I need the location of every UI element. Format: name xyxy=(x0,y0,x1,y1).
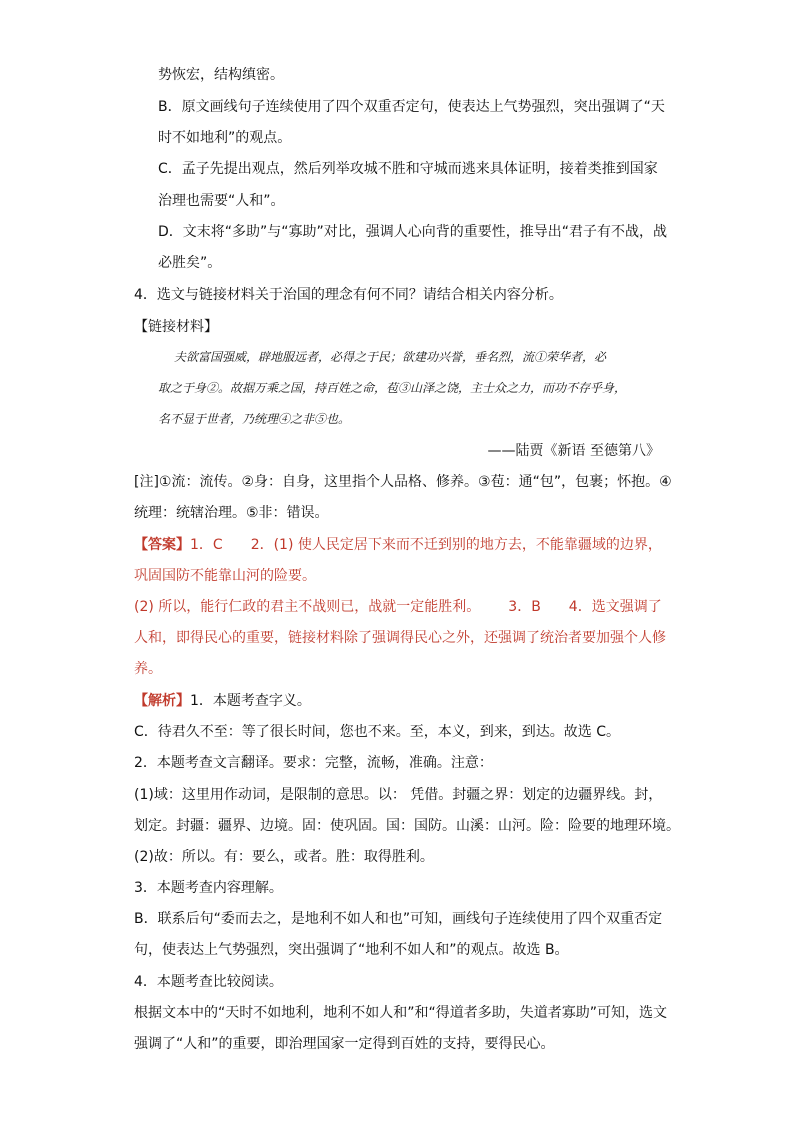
link-material-line-1: 夫欲富国强威，辟地服远者，必得之于民；欲建功兴誉，垂名烈，流①荣华者，必 xyxy=(174,350,607,364)
notes-line-1: [注]①流：流传。②身：自身，这里指个人品格、修养。③苞：通“包”，包裹；怀抱。④ xyxy=(134,474,672,490)
answer-line-5: 养。 xyxy=(134,661,162,677)
answer-3: 3．B xyxy=(508,599,541,615)
answer-label: 【答案】 xyxy=(134,537,190,553)
answer-line-4: 人和，即得民心的重要，链接材料除了强调得民心之外，还强调了统治者要加强个人修 xyxy=(134,630,666,646)
analysis-line-1 xyxy=(134,692,311,710)
analysis-line-8: B．联系后句“委而去之，是地利不如人和也”可知，画线句子连续使用了四个双重否定 xyxy=(134,911,663,927)
answer-line-1 xyxy=(134,536,662,554)
analysis-label: 【解析】 xyxy=(134,693,190,709)
option-c-line2: 治理也需要“人和”。 xyxy=(158,193,285,209)
link-material-line-3: 名不显于世者，乃统理④之非⑤也。 xyxy=(158,412,351,426)
answer-4-start: 4．选文强调了 xyxy=(568,599,662,615)
link-material-source: ——陆贾《新语 至德第八》 xyxy=(487,443,660,459)
answer-line-3 xyxy=(134,598,662,616)
analysis-line-9: 句，使表达上气势强烈，突出强调了“地利不如人和”的观点。故选 B。 xyxy=(134,942,569,958)
notes-line-2: 统理：统辖治理。⑤非：错误。 xyxy=(134,505,329,521)
analysis-line-10: 4．本题考查比较阅读。 xyxy=(134,974,283,990)
analysis-line-5: 划定。封疆：疆界、边境。固：使巩固。国：国防。山溪：山河。险：险要的地理环境。 xyxy=(134,818,680,834)
option-a-tail: 势恢宏，结构缜密。 xyxy=(158,67,284,83)
link-material-heading: 【链接材料】 xyxy=(134,319,218,335)
analysis-line-6: (2)故：所以。有：要么，或者。胜：取得胜利。 xyxy=(134,849,434,865)
analysis-line-11: 根据文本中的“天时不如地利，地利不如人和”和“得道者多助，失道者寡助”可知，选文 xyxy=(134,1005,668,1021)
question-4: 4．选文与链接材料关于治国的理念有何不同？请结合相关内容分析。 xyxy=(134,287,563,303)
link-material-line-2: 取之于身②。故据万乘之国，持百姓之命，苞③山泽之饶，主士众之力，而功不存乎身， xyxy=(158,381,627,395)
answer-line-2: 巩固国防不能靠山河的险要。 xyxy=(134,568,316,584)
analysis-line-4: (1)域：这里用作动词，是限制的意思。以： 凭借。封疆之界：划定的边疆界线。封， xyxy=(134,787,663,803)
option-d-line1: D．文末将“多助”与“寡助”对比，强调人心向背的重要性，推导出“君子有不战，战 xyxy=(158,224,668,240)
option-c-line1: C．孟子先提出观点，然后列举攻城不胜和守城而逃来具体证明，接着类推到国家 xyxy=(158,161,658,177)
analysis-1: 1．本题考查字义。 xyxy=(190,693,311,709)
answer-2-part1: 2．(1) 使人民定居下来而不迁到别的地方去，不能靠疆域的边界， xyxy=(250,537,662,553)
option-b-line1: B．原文画线句子连续使用了四个双重否定句，使表达上气势强烈，突出强调了“天 xyxy=(158,99,665,115)
answer-1: 1．C xyxy=(190,537,223,553)
analysis-line-12: 强调了“人和”的重要，即治理国家一定得到百姓的支持，要得民心。 xyxy=(134,1036,555,1052)
analysis-line-7: 3．本题考查内容理解。 xyxy=(134,880,283,896)
analysis-line-2: C．待君久不至：等了很长时间，您也不来。至，本义，到来，到达。故选 C。 xyxy=(134,724,620,740)
answer-2-part2: (2) 所以，能行仁政的君主不战则已，战就一定能胜利。 xyxy=(134,599,481,615)
option-b-line2: 时不如地利”的观点。 xyxy=(158,130,292,146)
analysis-line-3: 2．本题考查文言翻译。要求：完整，流畅，准确。注意： xyxy=(134,755,493,771)
option-d-line2: 必胜矣”。 xyxy=(158,255,222,271)
